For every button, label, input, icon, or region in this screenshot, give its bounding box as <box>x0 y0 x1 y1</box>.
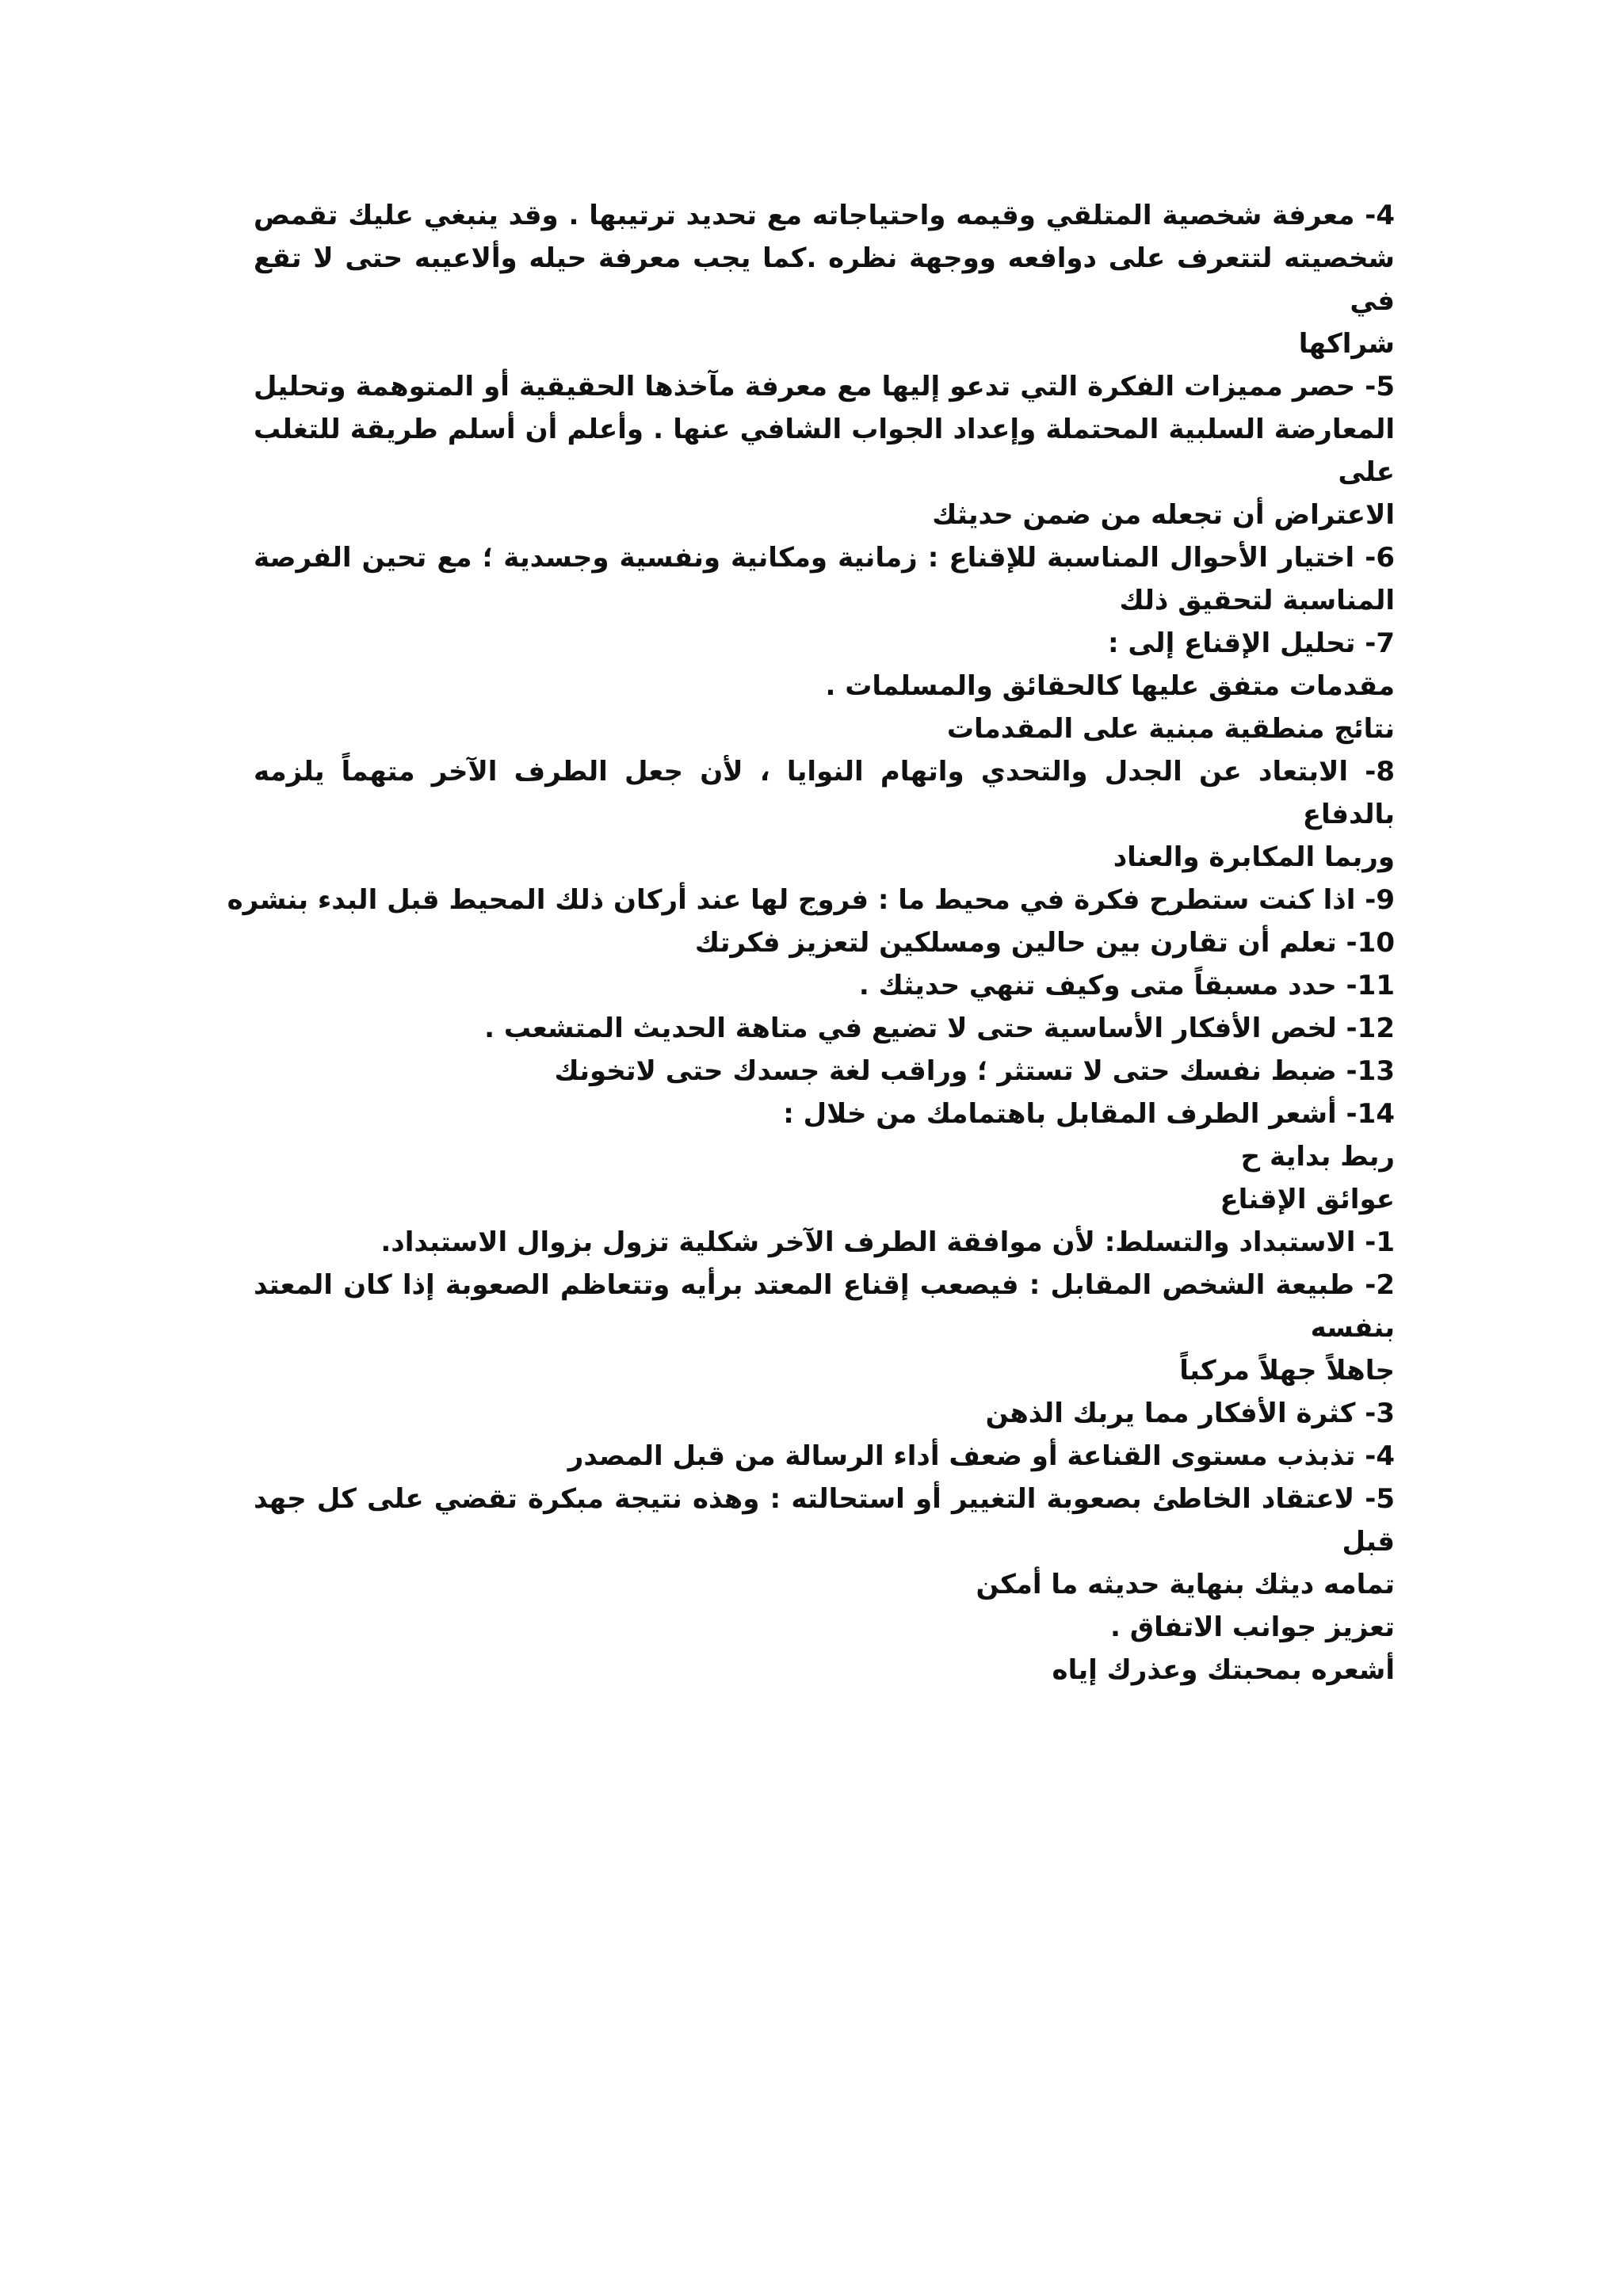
document-line: 5- لاعتقاد الخاطئ بصعوبة التغيير أو استحالته : وهذه نتيجة مبكرة تقضي على كل جهد قبل <box>254 1483 1395 1558</box>
document-line: المناسبة لتحقيق ذلك <box>1119 585 1395 616</box>
document-line: تمامه ديثك بنهاية حديثه ما أمكن <box>976 1569 1395 1600</box>
document-line: 13- ضبط نفسك حتى لا تستثر ؛ وراقب لغة جسدك حتى لاتخونك <box>554 1055 1395 1087</box>
document-line: تعزيز جوانب الاتفاق . <box>1109 1611 1395 1643</box>
document-line: 4- معرفة شخصية المتلقي وقيمه واحتياجاته مع تحديد ترتيبها . وقد ينبغي عليك تقمص <box>254 200 1395 231</box>
document-line: 4- تذبذب مستوى القناعة أو ضعف أداء الرسالة من قبل المصدر <box>567 1440 1395 1472</box>
document-line: 7- تحليل الإقناع إلى : <box>1107 627 1395 659</box>
document-line: الاعتراض أن تجعله من ضمن حديثك <box>932 499 1395 531</box>
document-body <box>227 194 1395 1691</box>
document-line: المعارضة السلبية المحتملة وإعداد الجواب الشافي عنها . وأعلم أن أسلم طريقة للتغلب على <box>254 414 1395 488</box>
document-line: 10- تعلم أن تقارن بين حالين ومسلكين لتعزيز فكرتك <box>694 927 1395 959</box>
document-line: عوائق الإقناع <box>1220 1184 1395 1215</box>
document-line: نتائج منطقية مبنية على المقدمات <box>946 713 1395 745</box>
document-line: شخصيته لتتعرف على دوافعه ووجهة نظره .كما يجب معرفة حيله وألاعيبه حتى لا تقع في <box>254 242 1395 317</box>
document-line: شراكها <box>1298 328 1395 360</box>
document-line: 8- الابتعاد عن الجدل والتحدي واتهام النوايا ، لأن جعل الطرف الآخر متهماً يلزمه بالدفاع <box>254 756 1395 830</box>
document-line: جاهلاً جهلاً مركباً <box>1179 1355 1395 1386</box>
document-line: 12- لخص الأفكار الأساسية حتى لا تضيع في متاهة الحديث المتشعب . <box>484 1013 1395 1044</box>
document-line: مقدمات متفق عليها كالحقائق والمسلمات . <box>825 670 1395 702</box>
document-line: 3- كثرة الأفكار مما يربك الذهن <box>985 1398 1395 1429</box>
document-line: ربط بداية ح <box>1240 1141 1395 1173</box>
document-line: 14- أشعر الطرف المقابل باهتمامك من خلال : <box>783 1098 1395 1130</box>
document-line: 9- اذا كنت ستطرح فكرة في محيط ما : فروج لها عند أركان ذلك المحيط قبل البدء بنشره <box>227 884 1395 916</box>
document-line: 11- حدد مسبقاً متى وكيف تنهي حديثك . <box>858 970 1395 1001</box>
document-line: 5- حصر مميزات الفكرة التي تدعو إليها مع معرفة مآخذها الحقيقية أو المتوهمة وتحليل <box>254 371 1395 402</box>
document-line: 1- الاستبداد والتسلط: لأن موافقة الطرف الآخر شكلية تزول بزوال الاستبداد. <box>380 1226 1395 1258</box>
document-line: وربما المكابرة والعناد <box>1113 841 1395 873</box>
document-line: أشعره بمحبتك وعذرك إياه <box>1052 1654 1395 1686</box>
document-line: 2- طبيعة الشخص المقابل : فيصعب إقناع المعتد برأيه وتتعاظم الصعوبة إذا كان المعتد بنفسه <box>254 1269 1395 1344</box>
document-line: 6- اختيار الأحوال المناسبة للإقناع : زمانية ومكانية ونفسية وجسدية ؛ مع تحين الفرصة <box>254 542 1395 574</box>
